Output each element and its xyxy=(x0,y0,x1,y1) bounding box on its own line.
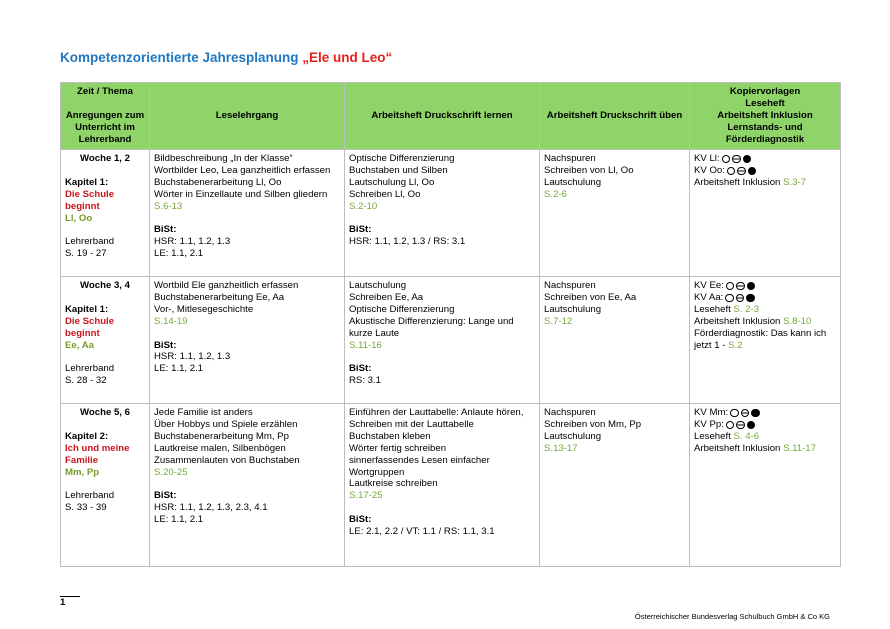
planning-table xyxy=(60,82,841,567)
bist-item: HSR: 1.1, 1.2, 1.3 xyxy=(154,236,231,248)
kop-pages: S.2 xyxy=(728,339,743,351)
header-time-theme xyxy=(61,83,150,150)
lernen-item: Lautschulung Ll, Oo xyxy=(349,176,435,188)
title-prefix: Kompetenzorientierte Jahresplanung xyxy=(60,50,303,65)
kop-text: Leseheft xyxy=(694,303,734,315)
chapter-label: Kapitel 1: xyxy=(65,176,109,188)
ueben-pages: S.13-17 xyxy=(544,442,578,454)
empty-circle-icon xyxy=(730,409,739,418)
kop-item xyxy=(694,177,836,189)
ueben-cell xyxy=(540,404,690,567)
empty-circle-icon xyxy=(727,167,736,176)
chapter-theme: Die Schule xyxy=(65,188,115,200)
ref-label: Lehrerband xyxy=(65,363,115,375)
ueben-item: Schreiben von Ee, Aa xyxy=(544,291,637,303)
bist-item: HSR: 1.1, 1.2, 1.3 xyxy=(154,351,231,363)
empty-circle-icon xyxy=(726,421,735,430)
bist-item: RS: 3.1 xyxy=(349,375,381,387)
kop-item xyxy=(694,443,836,455)
kv-item xyxy=(694,407,836,419)
kv-label: KV Oo: xyxy=(694,164,725,176)
chapter-label: Kapitel 2: xyxy=(65,430,109,442)
full-circle-icon xyxy=(747,282,756,291)
header-gap xyxy=(64,98,146,110)
full-circle-icon xyxy=(743,155,752,164)
kop-pages: S.11-17 xyxy=(783,442,816,454)
ueben-item: Schreiben von Ll, Oo xyxy=(544,164,634,176)
lernen-item: Einführen der Lauttabelle: Anlaute hören, xyxy=(349,407,524,418)
spacer xyxy=(154,478,340,490)
ueben-pages: S.7-12 xyxy=(544,315,573,327)
bist-item: LE: 1.1, 2.1 xyxy=(154,363,204,375)
week-label: Woche 5, 6 xyxy=(80,407,130,418)
chapter-theme: Ich und meine xyxy=(65,442,130,454)
chapter-theme: Die Schule xyxy=(65,315,115,327)
ueben-item: Nachspuren xyxy=(544,407,596,418)
kop-pages: S.3-7 xyxy=(783,176,806,188)
header-druckschrift-lernen: Arbeitsheft Druckschrift lernen xyxy=(345,83,540,150)
kv-item xyxy=(694,280,836,292)
ueben-cell xyxy=(540,150,690,277)
ueben-item: Nachspuren xyxy=(544,280,596,291)
ref-pages: S. 33 - 39 xyxy=(65,502,107,514)
header-line: Zeit / Thema xyxy=(77,86,133,98)
half-circle-icon xyxy=(736,421,745,430)
table-row xyxy=(61,404,841,567)
lernen-pages: S.17-25 xyxy=(349,490,383,502)
half-circle-icon xyxy=(741,409,750,418)
bist-item: LE: 1.1, 2.1 xyxy=(154,514,204,526)
bist-item: LE: 1.1, 2.1 xyxy=(154,248,204,260)
lese-item: Wortbild Ele ganzheitlich erfassen xyxy=(154,280,299,291)
lernen-cell xyxy=(345,404,540,567)
spacer xyxy=(349,351,535,363)
lese-item: Jede Familie ist anders xyxy=(154,407,253,418)
half-circle-icon xyxy=(737,167,746,176)
time-theme-cell xyxy=(61,277,150,404)
kop-item xyxy=(694,431,836,443)
header-druckschrift-ueben: Arbeitsheft Druckschrift üben xyxy=(540,83,690,150)
kv-item xyxy=(694,292,836,304)
lese-item: Buchstabenerarbeitung Ll, Oo xyxy=(154,176,282,188)
lese-item: Lautkreise malen, Silbenbögen xyxy=(154,442,286,454)
header-line: Lernstands- und xyxy=(727,121,803,133)
kv-label: KV Mm: xyxy=(694,407,729,418)
publisher-footer: Österreichischer Bundesverlag Schulbuch GmbH & Co KG xyxy=(634,612,830,621)
kv-label: KV Ee: xyxy=(694,280,724,291)
kv-label: KV Aa: xyxy=(694,291,724,303)
lernen-item: Buchstaben und Silben xyxy=(349,164,448,176)
bist-label: BiSt: xyxy=(349,363,372,375)
empty-circle-icon xyxy=(725,294,734,303)
empty-circle-icon xyxy=(726,282,735,291)
kv-item xyxy=(694,153,836,165)
spacer xyxy=(65,292,145,304)
lese-item: Wortbilder Leo, Lea ganzheitlich erfassen xyxy=(154,164,331,176)
chapter-theme: beginnt xyxy=(65,200,100,212)
lernen-item: Wortgruppen xyxy=(349,466,405,478)
kop-text: jetzt 1 - xyxy=(694,339,729,351)
header-line: Leseheft xyxy=(745,98,785,110)
lernen-item: Buchstaben kleben xyxy=(349,430,431,442)
kop-text: Arbeitsheft Inklusion xyxy=(694,315,784,327)
header-row xyxy=(61,83,841,150)
kop-pages: S. 4-6 xyxy=(733,430,760,442)
time-theme-cell xyxy=(61,404,150,567)
spacer xyxy=(349,213,535,225)
lernen-item: Schreiben Ll, Oo xyxy=(349,188,421,200)
header-line: Förderdiagnostik xyxy=(725,133,805,145)
lernen-cell xyxy=(345,150,540,277)
title-highlight: „Ele und Leo“ xyxy=(302,50,393,65)
spacer xyxy=(65,165,145,177)
bist-label: BiSt: xyxy=(349,224,372,236)
lernen-item: Optische Differenzierung xyxy=(349,153,455,164)
lese-item: Vor-, Mitlesegeschichte xyxy=(154,303,254,315)
week-label: Woche 3, 4 xyxy=(80,280,130,291)
lernen-item: Schreiben Ee, Aa xyxy=(349,291,424,303)
lese-item: Über Hobbys und Spiele erzählen xyxy=(154,418,298,430)
kop-pages: S. 2-3 xyxy=(733,303,760,315)
kv-item xyxy=(694,165,836,177)
lese-pages: S.6-13 xyxy=(154,200,183,212)
half-circle-icon xyxy=(732,155,741,164)
lernen-item: Optische Differenzierung xyxy=(349,303,455,315)
spacer xyxy=(65,351,145,363)
kop-text: Arbeitsheft Inklusion xyxy=(694,442,784,454)
header-leselehrgang: Leselehrgang xyxy=(150,83,345,150)
bist-item: HSR: 1.1, 1.2, 1.3, 2.3, 4.1 xyxy=(154,502,268,514)
header-kopiervorlagen xyxy=(690,83,841,150)
ref-pages: S. 28 - 32 xyxy=(65,375,107,387)
bist-label: BiSt: xyxy=(154,490,177,502)
kop-text: Förderdiagnostik: Das kann ich xyxy=(694,327,827,339)
lese-pages: S.20-25 xyxy=(154,466,188,478)
ref-pages: S. 19 - 27 xyxy=(65,248,107,260)
kopiervorlagen-cell xyxy=(690,150,841,277)
ueben-cell xyxy=(540,277,690,404)
lese-item: Bildbeschreibung „In der Klasse“ xyxy=(154,153,293,164)
table-row xyxy=(61,277,841,404)
full-circle-icon xyxy=(747,421,756,430)
kv-item xyxy=(694,419,836,431)
ueben-pages: S.2-6 xyxy=(544,188,567,200)
lernen-pages: S.2-10 xyxy=(349,200,378,212)
spacer xyxy=(65,419,145,431)
header-line: Unterricht im xyxy=(75,121,135,133)
chapter-letters: Ll, Oo xyxy=(65,212,93,224)
page-title xyxy=(60,52,392,64)
ref-label: Lehrerband xyxy=(65,236,115,248)
lernen-item: Akustische Differenzierung: Lange und xyxy=(349,315,514,327)
chapter-letters: Ee, Aa xyxy=(65,339,94,351)
half-circle-icon xyxy=(736,282,745,291)
header-line: Kopiervorlagen xyxy=(729,86,801,98)
full-circle-icon xyxy=(748,167,757,176)
lernen-pages: S.11-16 xyxy=(349,339,382,351)
ueben-item: Lautschulung xyxy=(544,430,602,442)
chapter-letters: Mm, Pp xyxy=(65,466,100,478)
week-label: Woche 1, 2 xyxy=(80,153,130,164)
lese-item: Zusammenlauten von Buchstaben xyxy=(154,454,300,466)
kv-label: KV Pp: xyxy=(694,418,724,430)
full-circle-icon xyxy=(746,294,755,303)
half-circle-icon xyxy=(736,294,745,303)
ueben-item: Lautschulung xyxy=(544,303,602,315)
leselehrgang-cell xyxy=(150,277,345,404)
spacer xyxy=(154,328,340,340)
kop-item xyxy=(694,328,836,340)
chapter-theme: Familie xyxy=(65,454,99,466)
spacer xyxy=(154,213,340,225)
spacer xyxy=(65,478,145,490)
header-line: Anregungen zum xyxy=(65,110,145,122)
kop-pages: S.8-10 xyxy=(783,315,812,327)
lese-item: Buchstabenerarbeitung Mm, Pp xyxy=(154,430,289,442)
kop-item xyxy=(694,304,836,316)
kop-text: Arbeitsheft Inklusion xyxy=(694,176,784,188)
header-line: Arbeitsheft Inklusion xyxy=(717,110,813,122)
chapter-label: Kapitel 1: xyxy=(65,303,109,315)
leselehrgang-cell xyxy=(150,404,345,567)
ueben-item: Schreiben von Mm, Pp xyxy=(544,418,642,430)
empty-circle-icon xyxy=(722,155,731,164)
leselehrgang-cell xyxy=(150,150,345,277)
header-line: Lehrerband xyxy=(78,133,132,145)
ref-label: Lehrerband xyxy=(65,490,115,502)
lese-item: Buchstabenerarbeitung Ee, Aa xyxy=(154,291,285,303)
full-circle-icon xyxy=(751,409,760,418)
bist-item: LE: 2.1, 2.2 / VT: 1.1 / RS: 1.1, 3.1 xyxy=(349,526,495,538)
chapter-theme: beginnt xyxy=(65,327,100,339)
lernen-item: Lautkreise schreiben xyxy=(349,478,438,490)
ueben-item: Nachspuren xyxy=(544,153,596,164)
lernen-item: Schreiben mit der Lauttabelle xyxy=(349,418,474,430)
bist-label: BiSt: xyxy=(154,224,177,236)
lernen-item: Wörter fertig schreiben xyxy=(349,442,447,454)
lernen-item: sinnerfassendes Lesen einfacher xyxy=(349,454,490,466)
kopiervorlagen-cell xyxy=(690,277,841,404)
lese-pages: S.14-19 xyxy=(154,315,188,327)
kv-label: KV Ll: xyxy=(694,153,720,164)
lernen-item: kurze Laute xyxy=(349,327,400,339)
kop-item xyxy=(694,340,836,352)
kopiervorlagen-cell xyxy=(690,404,841,567)
bist-label: BiSt: xyxy=(154,339,177,351)
table-row xyxy=(61,150,841,277)
lese-item: Wörter in Einzellaute und Silben gliedern xyxy=(154,188,328,200)
kop-text: Leseheft xyxy=(694,430,734,442)
spacer xyxy=(349,502,535,514)
lernen-cell xyxy=(345,277,540,404)
page-number: 1 xyxy=(60,597,66,608)
kop-item xyxy=(694,316,836,328)
ueben-item: Lautschulung xyxy=(544,176,602,188)
bist-item: HSR: 1.1, 1.2, 1.3 / RS: 3.1 xyxy=(349,236,466,248)
bist-label: BiSt: xyxy=(349,514,372,526)
lernen-item: Lautschulung xyxy=(349,280,407,291)
time-theme-cell xyxy=(61,150,150,277)
spacer xyxy=(65,224,145,236)
